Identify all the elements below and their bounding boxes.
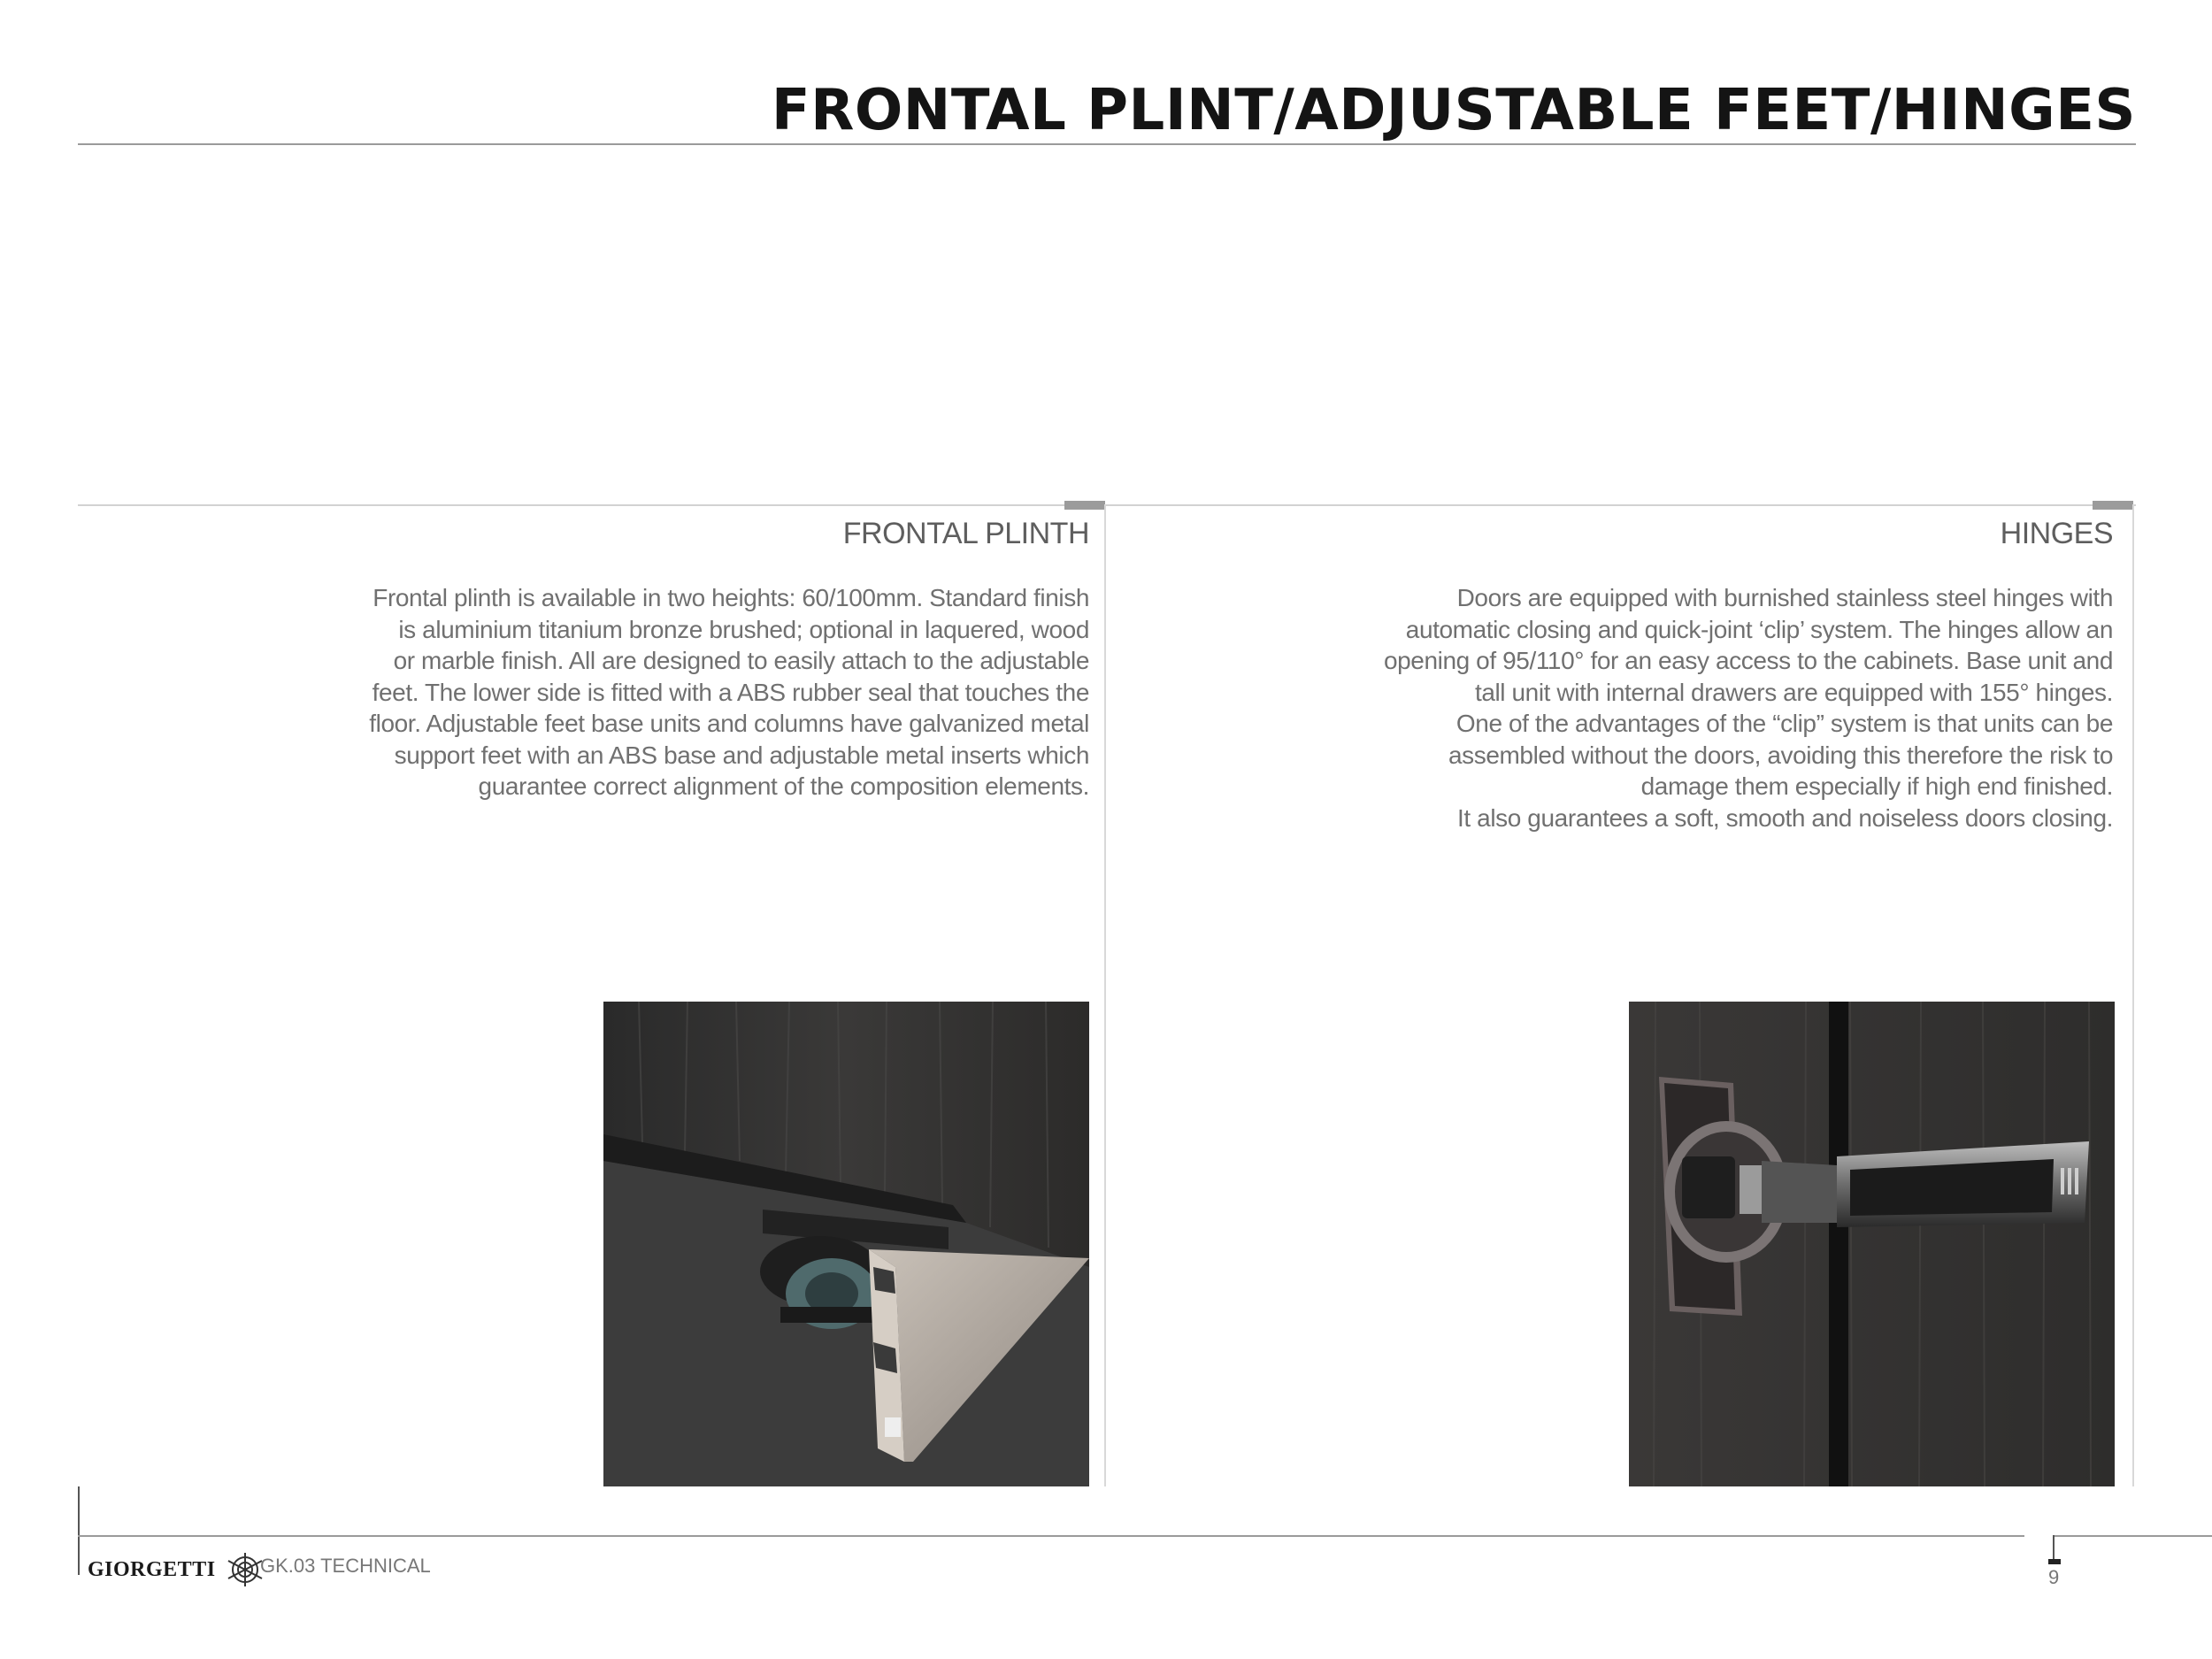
section-tab-right [2093,501,2133,510]
page-title: FRONTAL PLINT/ADJUSTABLE FEET/HINGES [771,78,2136,143]
page-number: 9 [2048,1566,2060,1588]
text-line: automatic closing and quick-joint ‘clip’ system. The hinges allow an [1405,615,2113,643]
footer-divider [78,1535,2024,1537]
frontal-plinth-description [369,582,1089,803]
hinges-photo [1629,1002,2115,1486]
section-heading-frontal-plinth: FRONTAL PLINTH [842,517,1089,550]
column-divider-left [1104,504,1106,1486]
text-line: guarantee correct alignment of the composition elements. [478,772,1089,800]
footer-corner-right [2053,1535,2055,1562]
page-number-marker [2048,1559,2061,1564]
text-line: or marble finish. All are designed to easily attach to the adjustable [393,647,1089,674]
section-heading-hinges: HINGES [2000,517,2113,550]
text-line: is aluminium titanium bronze brushed; optional in laquered, wood [398,615,1089,643]
text-line: assembled without the doors, avoiding this therefore the risk to [1448,741,2113,769]
hinge-illustration [1629,1002,2115,1486]
catalog-label: GK.03 TECHNICAL [260,1555,431,1577]
text-line: damage them especially if high end finished. [1640,772,2113,800]
hinges-description [1384,582,2113,833]
text-line: support feet with an ABS base and adjustable metal inserts which [394,741,1089,769]
text-line: One of the advantages of the “clip” system is that units can be [1455,710,2113,737]
section-divider [78,504,2136,506]
text-line: floor. Adjustable feet base units and columns have galvanized metal [369,710,1089,737]
text-line: feet. The lower side is fitted with a ABS rubber seal that touches the [372,678,1089,706]
frontal-plinth-photo [603,1002,1089,1486]
text-line: Frontal plinth is available in two heights: 60/100mm. Standard finish [373,584,1089,611]
brand-wordmark: GIORGETTI [88,1557,216,1581]
brand-logo [88,1551,265,1588]
text-line: opening of 95/110° for an easy access to the cabinets. Base unit and [1383,647,2113,674]
brand-emblem-icon [225,1551,265,1588]
footer-corner-left [78,1486,80,1575]
footer-divider-right [2055,1535,2212,1537]
text-line: Doors are equipped with burnished stainless steel hinges with [1456,584,2113,611]
column-divider-right [2132,504,2134,1486]
section-tab-left [1064,501,1105,510]
header-divider [78,143,2136,145]
plinth-illustration [603,1002,1089,1486]
text-line: tall unit with internal drawers are equipped with 155° hinges. [1474,678,2113,706]
text-line: It also guarantees a soft, smooth and noiseless doors closing. [1457,803,2113,832]
